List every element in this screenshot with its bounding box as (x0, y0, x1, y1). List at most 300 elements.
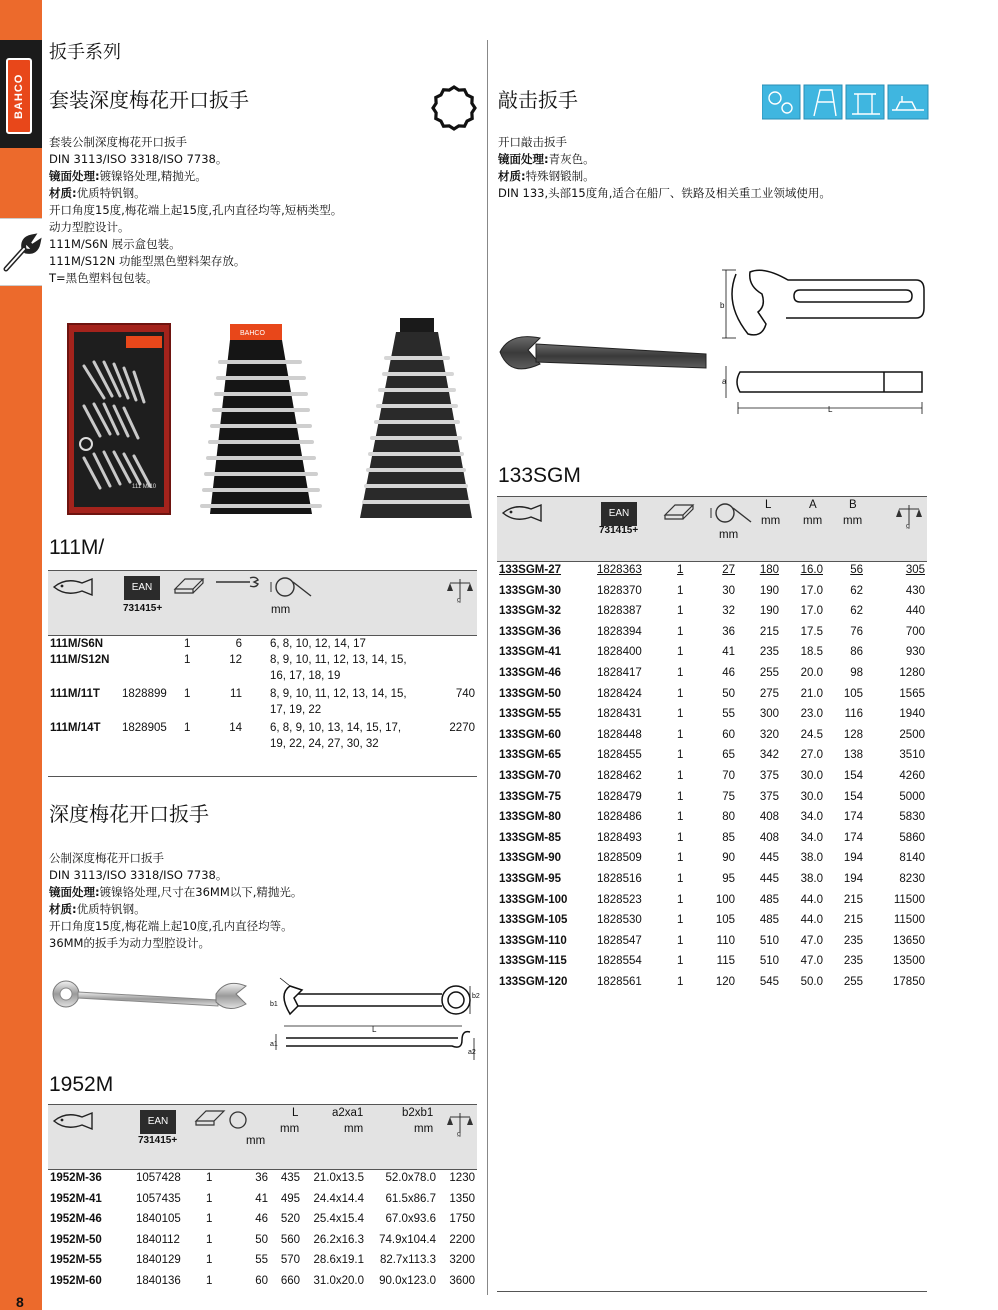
description-text: 镀镍铬处理,精抛光。 (99, 169, 207, 183)
header-L: L (292, 1107, 299, 1119)
cell-code: 133SGM-95 (499, 873, 562, 885)
description-line (49, 901, 479, 918)
cell-qty: 1 (677, 955, 684, 968)
model-133SGM: 133SGM (498, 464, 581, 487)
cell-b2xb1: 61.5x86.7 (385, 1192, 436, 1205)
fish-icon (501, 503, 547, 523)
cell-A: 38.0 (800, 873, 823, 885)
cell-code: 133SGM-115 (499, 955, 567, 968)
cell-code: 133SGM-80 (499, 811, 562, 824)
cell-ean: 1828516 (597, 873, 642, 885)
cell-pieces: 14 (229, 722, 242, 734)
description-text: 优质特钒钢。 (76, 902, 146, 916)
cell-weight: 11500 (893, 893, 925, 906)
table-111M-header (48, 570, 477, 636)
slogging-description (498, 134, 968, 202)
cell-A: 20.0 (800, 667, 823, 679)
cell-pieces: 6 (235, 638, 242, 650)
cell-L: 510 (759, 934, 779, 947)
cell-qty: 1 (184, 722, 191, 734)
label-b: b (720, 301, 725, 310)
box-label-text: 111 M/10 (132, 484, 157, 490)
section-title-set: 套装深度梅花开口扳手 (49, 90, 249, 112)
package-icon (173, 575, 205, 597)
cell-size: 100 (715, 893, 735, 906)
cell-A: 34.0 (800, 831, 823, 844)
description-text: 青灰色。 (548, 152, 595, 166)
header-B-unit: mm (843, 515, 863, 527)
cell-weight: 2500 (899, 728, 925, 741)
cell-a2xa1: 21.0x13.5 (313, 1172, 364, 1184)
cell-B: 194 (843, 873, 863, 885)
cell-size: 105 (715, 914, 735, 927)
cell-ean: 1828417 (597, 667, 642, 679)
label-a2: a2 (468, 1049, 476, 1056)
cell-size: 55 (255, 1254, 268, 1266)
ean-prefix: 731415+ (138, 1135, 178, 1146)
cell-A: 38.0 (800, 852, 823, 865)
cell-size: 41 (722, 646, 735, 659)
cell-code: 133SGM-60 (499, 728, 562, 741)
cell-pieces: 12 (229, 654, 242, 666)
cell-a2xa1: 24.4x14.4 (313, 1192, 364, 1205)
cell-L: 180 (759, 564, 779, 576)
cell-B: 174 (843, 811, 863, 824)
ean-prefix: 731415+ (599, 525, 639, 536)
fish-icon (52, 577, 98, 597)
description-line: T=黑色塑料包包装。 (49, 271, 158, 285)
cell-size: 50 (255, 1233, 268, 1246)
column-divider (487, 40, 488, 1295)
section-title-slogging: 敲击扳手 (498, 90, 578, 112)
cell-qty: 1 (184, 688, 191, 700)
cell-code: 133SGM-90 (499, 852, 562, 865)
cell-size: 90 (722, 852, 735, 865)
cell-ean: 1828493 (597, 831, 642, 844)
header-b-unit: mm (414, 1123, 434, 1135)
cell-qty: 1 (206, 1274, 213, 1287)
cell-ean: 1828479 (597, 790, 642, 803)
size-icon (267, 574, 313, 600)
cell-qty: 1 (184, 654, 191, 666)
cell-size: 95 (722, 873, 735, 885)
cell-qty: 1 (206, 1172, 213, 1184)
svg-text:g: g (457, 597, 461, 603)
description-line: 开口角度15度,梅花端上起10度,孔内直径均等。 (49, 919, 293, 933)
cell-b2xb1: 52.0x78.0 (385, 1172, 436, 1184)
series-title: 扳手系列 (49, 42, 121, 63)
description-line: 开口角度15度,梅花端上起15度,孔内直径均等,短柄类型。 (49, 203, 343, 217)
cell-ean: 1828561 (597, 976, 642, 988)
cell-A: 16.0 (800, 564, 823, 576)
cell-L: 445 (759, 852, 779, 865)
cell-size: 36 (255, 1172, 268, 1184)
label-L: L (828, 405, 833, 414)
cell-a2xa1: 28.6x19.1 (313, 1254, 364, 1266)
cell-L: 255 (759, 667, 779, 679)
description-line: 动力型腔设计。 (49, 220, 130, 234)
cell-ean: 1828547 (597, 934, 642, 947)
cell-ean: 1828448 (597, 728, 642, 741)
description-line (49, 185, 479, 202)
cell-size: 85 (722, 831, 735, 844)
description-label: 镜面处理: (49, 169, 100, 183)
cell-L: 495 (280, 1192, 300, 1205)
cell-L: 435 (280, 1172, 300, 1184)
cell-A: 44.0 (800, 914, 823, 927)
cell-code: 133SGM-100 (499, 893, 568, 906)
table-133SGM-header (497, 496, 927, 562)
cell-B: 215 (843, 893, 863, 906)
cell-qty: 1 (677, 934, 684, 947)
description-line: DIN 3113/ISO 3318/ISO 7738。 (49, 152, 228, 166)
cell-a2xa1: 26.2x16.3 (313, 1233, 364, 1246)
cell-qty: 1 (677, 873, 684, 885)
description-label: 镜面处理: (498, 152, 549, 166)
cell-L: 190 (759, 605, 779, 618)
ean-icon: EAN (124, 576, 160, 600)
divider (48, 776, 477, 777)
cell-qty: 1 (677, 914, 684, 927)
cell-qty: 1 (677, 852, 684, 865)
cell-weight: 1280 (899, 667, 925, 679)
cell-qty: 1 (206, 1233, 213, 1246)
cell-code: 133SGM-75 (499, 790, 562, 803)
cell-weight: 8230 (899, 873, 925, 885)
set-description (49, 134, 479, 287)
cell-weight: 3600 (449, 1274, 475, 1287)
weight-scale-icon (895, 501, 923, 529)
dimension-diagram-1952M (262, 968, 482, 1072)
header-B: B (849, 499, 857, 511)
cell-a2xa1: 31.0x20.0 (313, 1274, 364, 1287)
cell-qty: 1 (677, 893, 684, 906)
cell-L: 485 (759, 893, 779, 906)
cell-qty: 1 (206, 1213, 213, 1225)
cell-qty: 1 (677, 728, 684, 741)
cell-code: 133SGM-65 (499, 749, 562, 762)
cell-ean: 1828530 (597, 914, 642, 927)
cell-ean: 1828455 (597, 749, 642, 762)
cell-code: 111M/S6N (50, 638, 104, 650)
label-b1: b1 (270, 1001, 278, 1008)
cell-weight: 3510 (899, 749, 925, 762)
cell-L: 375 (759, 770, 779, 782)
cell-weight: 1565 (899, 687, 925, 700)
cell-ean: 1840105 (136, 1213, 181, 1225)
description-label: 材质: (498, 169, 526, 183)
cell-weight: 5000 (899, 790, 925, 803)
cell-weight: 440 (905, 605, 925, 618)
label-b2: b2 (472, 993, 480, 1000)
cell-weight: 430 (905, 584, 925, 597)
unit-mm: mm (271, 604, 291, 616)
description-text: 镀镍铬处理,尺寸在36MM以下,精抛光。 (99, 885, 303, 899)
cell-B: 128 (843, 728, 863, 741)
size-icon (707, 500, 753, 526)
cell-L: 320 (759, 728, 779, 741)
cell-weight: 5860 (899, 831, 925, 844)
product-photo-roll-pouch (356, 318, 476, 527)
cell-qty: 1 (677, 687, 684, 700)
description-line: 111M/S6N 展示盒包装。 (49, 237, 181, 251)
cell-B: 235 (843, 955, 863, 968)
bahco-logo: BAHCO (6, 58, 32, 134)
cell-size: 110 (716, 934, 735, 947)
cell-qty: 1 (677, 831, 684, 844)
ean-icon: EAN (601, 502, 637, 526)
twelve-point-ring-icon (430, 84, 478, 136)
weight-scale-icon (446, 1109, 474, 1137)
cell-code: 133SGM-110 (499, 934, 567, 947)
cell-code: 133SGM-27 (499, 564, 562, 576)
cell-B: 154 (843, 770, 863, 782)
cell-A: 30.0 (800, 790, 823, 803)
cell-A: 21.0 (800, 687, 823, 700)
cell-B: 76 (850, 625, 863, 638)
divider (497, 1291, 927, 1292)
header-a: a2xa1 (332, 1107, 364, 1119)
cell-A: 47.0 (800, 955, 823, 968)
cell-weight: 700 (905, 625, 925, 638)
cell-size: 32 (722, 605, 735, 618)
cell-B: 215 (843, 914, 863, 927)
package-size-icon (194, 1107, 252, 1133)
cell-ean: 1828905 (122, 722, 167, 734)
cell-size: 60 (255, 1274, 268, 1287)
cell-B: 56 (850, 564, 863, 576)
cell-sizes: 8, 9, 10, 11, 12, 13, 14, 15, (270, 688, 407, 700)
svg-text:g: g (457, 1131, 461, 1137)
cell-b2xb1: 90.0x123.0 (379, 1274, 436, 1287)
page-number: 8 (16, 1294, 24, 1310)
cell-code: 111M/S12N (50, 654, 110, 666)
cell-B: 255 (843, 976, 863, 988)
cell-A: 30.0 (800, 770, 823, 782)
cell-code: 133SGM-36 (499, 625, 562, 638)
product-photo-133SGM (496, 322, 712, 406)
ean-icon: EAN (140, 1110, 176, 1134)
cell-ean: 1828509 (597, 852, 642, 865)
model-1952M: 1952M (49, 1073, 114, 1096)
cell-qty: 1 (184, 638, 191, 650)
cell-weight: 1940 (899, 708, 925, 721)
cell-size: 50 (722, 687, 735, 700)
cell-size: 36 (722, 625, 735, 638)
cell-ean: 1828400 (597, 646, 642, 659)
cell-L: 570 (280, 1254, 300, 1266)
cell-ean: 1828363 (597, 564, 642, 576)
cell-b2xb1: 82.7x113.3 (379, 1254, 436, 1266)
cell-b2xb1: 67.0x93.6 (385, 1213, 436, 1225)
cell-weight: 13500 (893, 955, 925, 968)
cell-qty: 1 (677, 976, 684, 988)
header-b: b2xb1 (402, 1107, 434, 1119)
unit-mm: mm (719, 529, 739, 541)
cell-code: 133SGM-120 (499, 976, 568, 988)
cell-code: 133SGM-30 (499, 584, 562, 597)
table-1952M-header (48, 1104, 477, 1170)
cell-ean: 1828486 (597, 811, 642, 824)
package-icon (663, 501, 695, 523)
cell-L: 560 (280, 1233, 300, 1246)
cell-qty: 1 (677, 708, 684, 721)
cell-qty: 1 (206, 1254, 213, 1266)
cell-qty: 1 (677, 770, 684, 782)
cell-size: 80 (722, 811, 735, 824)
cell-L: 520 (280, 1213, 300, 1225)
cell-b2xb1: 74.9x104.4 (379, 1233, 436, 1246)
cell-L: 342 (759, 749, 779, 762)
table-1952M-body (48, 1172, 477, 1296)
cell-sizes: 8, 9, 10, 11, 12, 13, 14, 15, (270, 654, 407, 666)
cell-size: 46 (722, 667, 735, 679)
cell-ean: 1828394 (597, 625, 642, 638)
cell-B: 138 (843, 749, 863, 762)
rack-brand-text: BAHCO (240, 330, 265, 337)
description-text: 特殊钢锻制。 (525, 169, 595, 183)
cell-ean: 1828462 (597, 770, 642, 782)
cell-code: 1952M-41 (50, 1192, 102, 1205)
cell-size: 65 (722, 749, 735, 762)
cell-ean: 1828523 (597, 893, 642, 906)
cell-L: 215 (759, 625, 779, 638)
cell-a2xa1: 25.4x15.4 (313, 1213, 364, 1225)
cell-A: 17.0 (800, 584, 823, 597)
label-a: a (722, 377, 727, 386)
cell-weight: 11500 (893, 914, 925, 927)
cell-qty: 1 (677, 605, 684, 618)
wrench-count-icon (214, 575, 262, 589)
industry-icons (762, 84, 930, 124)
single-description (49, 850, 479, 952)
cell-L: 660 (280, 1274, 300, 1287)
cell-weight: 5830 (899, 811, 925, 824)
cell-pieces: 11 (230, 688, 242, 700)
cell-B: 116 (844, 708, 863, 721)
cell-A: 47.0 (800, 934, 823, 947)
cell-code: 111M/14T (50, 722, 101, 734)
cell-weight: 1230 (449, 1172, 475, 1184)
cell-qty: 1 (677, 646, 684, 659)
description-label: 材质: (49, 186, 77, 200)
table-133SGM-body (497, 564, 927, 996)
description-line: DIN 3113/ISO 3318/ISO 7738。 (49, 868, 228, 882)
cell-qty: 1 (677, 667, 684, 679)
cell-weight: 2270 (449, 722, 475, 734)
cell-ean: 1828370 (597, 584, 642, 597)
model-111M: 111M/ (49, 536, 105, 559)
cell-ean: 1057428 (136, 1172, 181, 1184)
cell-qty: 1 (206, 1192, 213, 1205)
cell-L: 510 (759, 955, 779, 968)
product-photo-1952M (48, 972, 258, 1022)
label-a1: a1 (270, 1041, 278, 1048)
cell-sizes: 17, 19, 22 (270, 704, 322, 716)
section-title-single: 深度梅花开口扳手 (49, 804, 209, 826)
cell-code: 1952M-46 (50, 1213, 102, 1225)
svg-text:g: g (906, 523, 910, 529)
cell-L: 408 (759, 811, 779, 824)
cell-L: 485 (759, 914, 779, 927)
cell-A: 27.0 (800, 749, 823, 762)
description-line (49, 884, 479, 901)
cell-sizes: 19, 22, 24, 27, 30, 32 (270, 738, 379, 750)
cell-B: 62 (850, 605, 863, 618)
cell-code: 1952M-50 (50, 1233, 102, 1246)
cell-weight: 1350 (449, 1192, 475, 1205)
cell-code: 111M/11T (50, 688, 100, 700)
cell-L: 235 (759, 646, 779, 659)
wrench-category-icon (0, 218, 42, 286)
cell-ean: 1828387 (597, 605, 642, 618)
description-line (498, 151, 968, 168)
cell-A: 34.0 (800, 811, 823, 824)
cell-ean: 1828554 (597, 955, 642, 968)
cell-code: 133SGM-41 (499, 646, 562, 659)
cell-qty: 1 (677, 811, 684, 824)
cell-size: 30 (722, 584, 735, 597)
table-111M-body (48, 638, 477, 758)
cell-L: 445 (759, 873, 779, 885)
label-L: L (372, 1025, 377, 1034)
cell-ean: 1840136 (136, 1274, 181, 1287)
dimension-diagram-133SGM (716, 262, 930, 426)
cell-L: 408 (759, 831, 779, 844)
cell-L: 300 (759, 708, 779, 721)
description-label: 镜面处理: (49, 885, 100, 899)
cell-qty: 1 (677, 790, 684, 803)
cell-ean: 1828899 (122, 688, 167, 700)
cell-A: 50.0 (800, 976, 823, 988)
cell-sizes: 6, 8, 9, 10, 13, 14, 15, 17, (270, 722, 402, 734)
description-line (49, 168, 479, 185)
ean-prefix: 731415+ (123, 603, 163, 614)
cell-ean: 1840129 (136, 1254, 181, 1266)
cell-weight: 13650 (893, 934, 925, 947)
cell-A: 18.5 (800, 646, 823, 659)
description-line (498, 168, 968, 185)
cell-code: 133SGM-50 (499, 687, 562, 700)
product-photo-display-box (60, 318, 178, 522)
cell-code: 133SGM-70 (499, 770, 562, 782)
cell-size: 46 (255, 1213, 268, 1225)
cell-B: 174 (843, 831, 863, 844)
description-line: 公制深度梅花开口扳手 (49, 851, 164, 865)
cell-L: 545 (759, 976, 779, 988)
cell-weight: 305 (905, 564, 925, 576)
cell-L: 275 (759, 687, 779, 700)
header-A: A (809, 499, 817, 511)
header-a-unit: mm (344, 1123, 364, 1135)
cell-size: 27 (722, 564, 735, 576)
cell-A: 23.0 (800, 708, 823, 721)
cell-code: 133SGM-32 (499, 605, 562, 618)
header-L-unit: mm (280, 1123, 300, 1135)
cell-qty: 1 (677, 584, 684, 597)
cell-ean: 1057435 (136, 1192, 181, 1205)
fish-icon (52, 1111, 98, 1131)
description-line: 111M/S12N 功能型黑色塑料架存放。 (49, 254, 246, 268)
cell-ean: 1828431 (597, 708, 642, 721)
cell-qty: 1 (677, 749, 684, 762)
cell-A: 17.0 (800, 605, 823, 618)
cell-code: 133SGM-55 (499, 708, 562, 721)
cell-size: 75 (722, 790, 735, 803)
cell-weight: 17850 (893, 976, 925, 988)
product-photo-plastic-rack (200, 320, 340, 524)
cell-ean: 1840112 (136, 1233, 180, 1246)
